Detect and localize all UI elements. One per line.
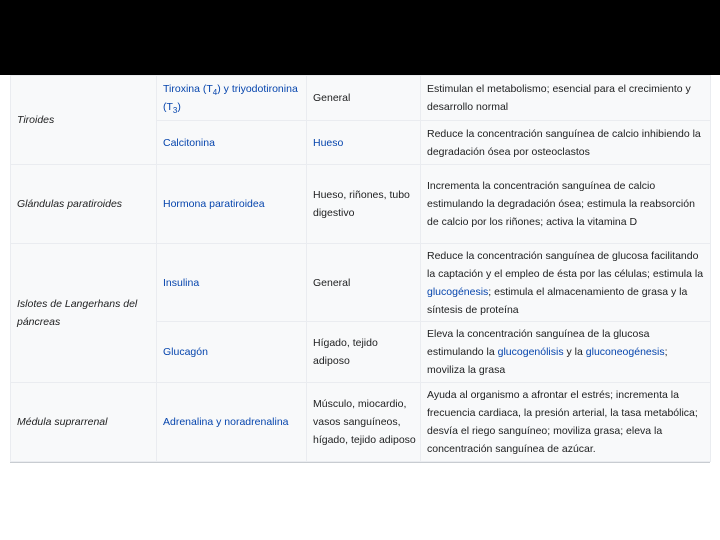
target-paratiroidea: Hueso, riñones, tubo digestivo [307, 165, 421, 244]
gland-tiroides: Tiroides [11, 76, 157, 165]
hormone-adrenalina-link[interactable]: Adrenalina y noradrenalina [163, 416, 289, 428]
hormone-calcitonina-link[interactable]: Calcitonina [163, 136, 215, 149]
hormone-insulina-link[interactable]: Insulina [163, 276, 200, 289]
hormone-paratiroidea[interactable] [157, 165, 307, 244]
table-row [11, 383, 711, 462]
gluconeogenesis-link[interactable]: gluconeogénesis [585, 346, 665, 358]
effect-tiroxina: Estimulan el metabolismo; esencial para el crecimiento y desarrollo normal [421, 76, 711, 121]
effect-calcitonina: Reduce la concentración sanguínea de calcio inhibiendo la degradación ósea por osteoclastos [421, 121, 711, 165]
target-adrenalina: Músculo, miocardio, vasos sanguíneos, hígado, tejido adiposo [307, 383, 421, 462]
target-glucagon: Hígado, tejido adiposo [307, 322, 421, 383]
hormone-insulina[interactable] [157, 244, 307, 322]
gland-islotes: Islotes de Langerhans del páncreas [11, 244, 157, 383]
black-header-bar [0, 0, 720, 75]
hormone-glucagon[interactable] [157, 322, 307, 383]
glucogenolisis-link[interactable]: glucogenólisis [497, 346, 564, 358]
hormone-tiroxina[interactable] [157, 76, 307, 121]
gland-medula: Médula suprarrenal [11, 383, 157, 462]
gland-paratiroides: Glándulas paratiroides [11, 165, 157, 244]
table-bottom-border [10, 462, 710, 463]
hormone-table-container [10, 75, 710, 462]
target-calcitonina[interactable] [307, 121, 421, 165]
target-insulina: General [307, 244, 421, 322]
target-calcitonina-link[interactable]: Hueso [313, 136, 344, 149]
hormone-tiroxina-link[interactable]: Tiroxina $(T_4)$ y triyodotironina $(T_3)$ [163, 83, 298, 116]
effect-insulina: Reduce la concentración sanguínea de glucosa facilitando la captación y el empleo de ésta por las células; estimula la glucogénesis; estimula el almacenamiento de grasa y la síntesis de proteína [421, 244, 711, 322]
effect-paratiroidea: Incrementa la concentración sanguínea de calcio estimulando la degradación ósea; estimula la reabsorción de calcio por los riñones; activa la vitamina D [421, 165, 711, 244]
hormone-glucagon-link[interactable]: Glucagón [163, 346, 208, 358]
hormone-table [10, 75, 711, 462]
target-tiroxina: General [307, 76, 421, 121]
hormone-paratiroidea-link[interactable]: Hormona paratiroidea [163, 198, 265, 210]
effect-adrenalina: Ayuda al organismo a afrontar el estrés; incrementa la frecuencia cardiaca, la presión arterial, la tasa metabólica; desvía el riego sanguíneo; moviliza grasa; eleva la concentración sanguínea de azúcar. [421, 383, 711, 462]
table-row [11, 244, 711, 322]
table-row [11, 165, 711, 244]
hormone-calcitonina[interactable] [157, 121, 307, 165]
table-row [11, 76, 711, 121]
hormone-adrenalina[interactable] [157, 383, 307, 462]
glucogenesis-link[interactable]: glucogénesis [427, 285, 489, 298]
effect-glucagon: Eleva la concentración sanguínea de la glucosa estimulando la glucogenólisis y la gluconeogénesis; moviliza la grasa [421, 322, 711, 383]
